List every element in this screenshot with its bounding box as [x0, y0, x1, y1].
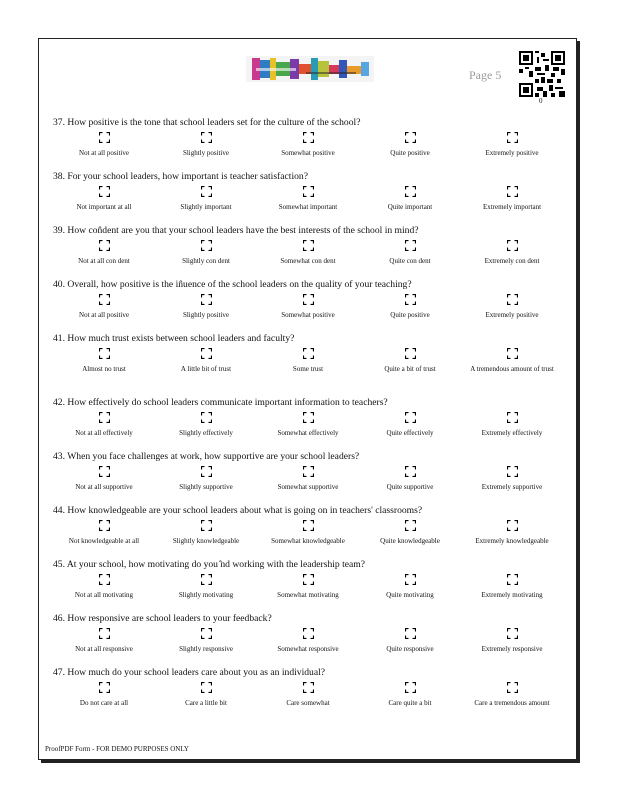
checkbox-icon[interactable] [201, 184, 212, 197]
option-label: Not at all con dent [78, 257, 130, 265]
option-label: Quite responsive [386, 645, 434, 653]
answer-option[interactable] [257, 346, 359, 396]
question-text: 40. Overall, how positive is the in̂uence of the school leaders on the quality of your teaching? [53, 279, 412, 290]
answer-option[interactable] [155, 680, 257, 720]
checkbox-icon[interactable] [507, 346, 518, 359]
checkbox-icon[interactable] [99, 572, 110, 585]
checkbox-icon[interactable] [201, 680, 212, 693]
checkbox-icon[interactable] [507, 238, 518, 251]
answer-option[interactable] [53, 292, 155, 332]
answer-options [53, 130, 563, 170]
answer-option[interactable] [257, 292, 359, 332]
checkbox-icon[interactable] [99, 184, 110, 197]
option-label: A tremendous amount of trust [470, 365, 554, 373]
checkbox-icon[interactable] [507, 518, 518, 531]
checkbox-icon[interactable] [405, 626, 416, 639]
checkbox-icon[interactable] [303, 292, 314, 305]
option-label: Slightly effectively [179, 429, 233, 437]
answer-option[interactable] [257, 680, 359, 720]
answer-option[interactable] [155, 130, 257, 170]
answer-option[interactable] [155, 626, 257, 666]
option-label: Not knowledgeable at all [68, 537, 140, 545]
checkbox-icon[interactable] [303, 518, 314, 531]
checkbox-icon[interactable] [405, 680, 416, 693]
option-label: Somewhat supportive [277, 483, 339, 491]
answer-option[interactable] [461, 464, 563, 504]
option-label: Care somewhat [286, 699, 330, 707]
checkbox-icon[interactable] [99, 346, 110, 359]
answer-option[interactable] [257, 184, 359, 224]
answer-options [53, 464, 563, 504]
answer-option[interactable] [155, 292, 257, 332]
checkbox-icon[interactable] [507, 184, 518, 197]
answer-option[interactable] [359, 184, 461, 224]
answer-option[interactable] [461, 680, 563, 720]
answer-option[interactable] [461, 410, 563, 450]
option-label: Some trust [292, 365, 324, 373]
option-label: Somewhat effectively [277, 429, 339, 437]
answer-option[interactable] [257, 238, 359, 278]
option-label: Extremely motivating [481, 591, 543, 599]
checkbox-icon[interactable] [405, 238, 416, 251]
answer-option[interactable] [461, 238, 563, 278]
option-label: A little bit of trust [180, 365, 232, 373]
answer-option[interactable] [359, 572, 461, 612]
option-label: Quite con dent [389, 257, 431, 265]
option-label: Quite supportive [386, 483, 434, 491]
option-label: Care quite a bit [388, 699, 432, 707]
option-label: Quite motivating [386, 591, 434, 599]
answer-options [53, 238, 563, 278]
checkbox-icon[interactable] [405, 292, 416, 305]
option-label: Somewhat important [278, 203, 338, 211]
answer-option[interactable] [359, 130, 461, 170]
option-label: Slightly con dent [182, 257, 230, 265]
option-label: Quite knowledgeable [380, 537, 440, 545]
checkbox-icon[interactable] [201, 626, 212, 639]
option-label: Extremely important [482, 203, 542, 211]
answer-option[interactable] [53, 184, 155, 224]
option-label: Quite important [387, 203, 433, 211]
option-label: Extremely knowledgeable [475, 537, 549, 545]
question-text: 47. How much do your school leaders care about you as an individual? [53, 667, 326, 678]
form-page [38, 38, 577, 760]
checkbox-icon[interactable] [99, 518, 110, 531]
answer-option[interactable] [359, 238, 461, 278]
answer-option[interactable] [359, 680, 461, 720]
answer-option[interactable] [461, 572, 563, 612]
answer-option[interactable] [461, 292, 563, 332]
option-label: Somewhat con dent [280, 257, 336, 265]
checkbox-icon[interactable] [303, 572, 314, 585]
question-block [53, 450, 563, 504]
answer-options [53, 346, 563, 396]
question-block [53, 332, 563, 396]
checkbox-icon[interactable] [99, 238, 110, 251]
option-label: Extremely responsive [481, 645, 543, 653]
option-label: Not at all effectively [75, 429, 133, 437]
page-number-label: Page 5 [469, 68, 502, 82]
option-label: Almost no trust [82, 365, 126, 373]
checkbox-icon[interactable] [303, 184, 314, 197]
checkbox-icon[interactable] [99, 464, 110, 477]
checkbox-icon[interactable] [303, 238, 314, 251]
demo-footer-text: ProofPDF Form - FOR DEMO PURPOSES ONLY [45, 745, 189, 753]
option-label: Somewhat motivating [277, 591, 339, 599]
option-label: Somewhat knowledgeable [271, 537, 345, 545]
option-label: Slightly motivating [178, 591, 234, 599]
answer-option[interactable] [155, 238, 257, 278]
option-label: Extremely supportive [481, 483, 543, 491]
option-label: Slightly knowledgeable [172, 537, 240, 545]
question-text: 41. How much trust exists between school leaders and faculty? [53, 333, 295, 344]
checkbox-icon[interactable] [99, 410, 110, 423]
checkbox-icon[interactable] [201, 464, 212, 477]
answer-option[interactable] [155, 518, 257, 558]
checkbox-icon[interactable] [303, 626, 314, 639]
question-text: 42. How effectively do school leaders communicate important information to teachers? [53, 397, 388, 408]
answer-option[interactable] [53, 518, 155, 558]
option-label: Extremely effectively [481, 429, 543, 437]
checkbox-icon[interactable] [405, 346, 416, 359]
answer-options [53, 410, 563, 450]
option-label: Quite effectively [386, 429, 434, 437]
question-text: 43. When you face challenges at work, how supportive are your school leaders? [53, 451, 360, 462]
checkbox-icon[interactable] [201, 130, 212, 143]
question-block [53, 396, 563, 450]
question-block [53, 612, 563, 666]
checkbox-icon[interactable] [507, 464, 518, 477]
option-label: Not at all responsive [75, 645, 133, 653]
option-label: Slightly positive [182, 149, 230, 157]
checkbox-icon[interactable] [201, 292, 212, 305]
distorted-logo-image [246, 56, 374, 82]
qr-code-icon [519, 51, 565, 97]
answer-option[interactable] [257, 626, 359, 666]
question-text: 46. How responsive are school leaders to your feedback? [53, 613, 272, 624]
checkbox-icon[interactable] [303, 410, 314, 423]
checkbox-icon[interactable] [201, 238, 212, 251]
option-label: Care a tremendous amount [474, 699, 550, 707]
question-text: 44. How knowledgeable are your school leaders about what is going on in teachers' classrooms? [53, 505, 423, 516]
option-label: Somewhat positive [281, 311, 335, 319]
answer-option[interactable] [257, 130, 359, 170]
option-label: Quite positive [390, 311, 430, 319]
answer-options [53, 292, 563, 332]
answer-option[interactable] [53, 626, 155, 666]
checkbox-icon[interactable] [201, 410, 212, 423]
question-list [53, 116, 563, 720]
answer-option[interactable] [257, 464, 359, 504]
checkbox-icon[interactable] [303, 464, 314, 477]
answer-options [53, 184, 563, 224]
answer-option[interactable] [257, 518, 359, 558]
option-label: Slightly supportive [179, 483, 233, 491]
checkbox-icon[interactable] [405, 518, 416, 531]
question-block [53, 116, 563, 170]
answer-option[interactable] [461, 346, 563, 396]
answer-option[interactable] [155, 572, 257, 612]
answer-option[interactable] [53, 410, 155, 450]
answer-option[interactable] [53, 680, 155, 720]
answer-option[interactable] [53, 572, 155, 612]
answer-option[interactable] [257, 572, 359, 612]
option-label: Extremely positive [485, 149, 539, 157]
answer-option[interactable] [359, 346, 461, 396]
answer-option[interactable] [257, 410, 359, 450]
question-text: 39. How con̂dent are you that your school leaders have the best interests of the school in mind? [53, 225, 419, 236]
option-label: Not important at all [76, 203, 132, 211]
question-block [53, 224, 563, 278]
answer-option[interactable] [359, 518, 461, 558]
answer-options [53, 572, 563, 612]
answer-option[interactable] [155, 464, 257, 504]
answer-option[interactable] [155, 184, 257, 224]
checkbox-icon[interactable] [99, 680, 110, 693]
checkbox-icon[interactable] [201, 572, 212, 585]
question-text: 37. How positive is the tone that school leaders set for the culture of the school? [53, 117, 361, 128]
answer-option[interactable] [53, 238, 155, 278]
option-label: Extremely con dent [484, 257, 540, 265]
answer-option[interactable] [461, 626, 563, 666]
option-label: Not at all supportive [75, 483, 133, 491]
answer-options [53, 626, 563, 666]
checkbox-icon[interactable] [507, 680, 518, 693]
checkbox-icon[interactable] [507, 292, 518, 305]
checkbox-icon[interactable] [405, 410, 416, 423]
option-label: Quite a bit of trust [384, 365, 436, 373]
answer-option[interactable] [53, 130, 155, 170]
checkbox-icon[interactable] [507, 410, 518, 423]
answer-option[interactable] [461, 130, 563, 170]
checkbox-icon[interactable] [201, 518, 212, 531]
question-block [53, 666, 563, 720]
checkbox-icon[interactable] [303, 346, 314, 359]
question-text: 45. At your school, how motivating do you ̂nd working with the leadership team? [53, 559, 366, 570]
option-label: Extremely positive [485, 311, 539, 319]
option-label: Quite positive [390, 149, 430, 157]
checkbox-icon[interactable] [99, 626, 110, 639]
checkbox-icon[interactable] [201, 346, 212, 359]
answer-option[interactable] [461, 518, 563, 558]
checkbox-icon[interactable] [303, 130, 314, 143]
option-label: Not at all positive [79, 311, 129, 319]
answer-option[interactable] [359, 292, 461, 332]
answer-option[interactable] [53, 464, 155, 504]
option-label: Care a little bit [185, 699, 227, 707]
checkbox-icon[interactable] [405, 184, 416, 197]
checkbox-icon[interactable] [99, 292, 110, 305]
checkbox-icon[interactable] [405, 130, 416, 143]
answer-option[interactable] [359, 464, 461, 504]
answer-option[interactable] [155, 346, 257, 396]
checkbox-icon[interactable] [405, 464, 416, 477]
answer-option[interactable] [155, 410, 257, 450]
checkbox-icon[interactable] [507, 130, 518, 143]
option-label: Somewhat responsive [277, 645, 339, 653]
checkbox-icon[interactable] [99, 130, 110, 143]
option-label: Somewhat positive [281, 149, 335, 157]
option-label: Slightly important [180, 203, 232, 211]
option-label: Slightly positive [182, 311, 230, 319]
checkbox-icon[interactable] [405, 572, 416, 585]
qr-caption: 0 [539, 97, 543, 105]
checkbox-icon[interactable] [507, 572, 518, 585]
checkbox-icon[interactable] [507, 626, 518, 639]
answer-options [53, 518, 563, 558]
checkbox-icon[interactable] [303, 680, 314, 693]
answer-options [53, 680, 563, 720]
answer-option[interactable] [359, 626, 461, 666]
question-block [53, 170, 563, 224]
question-block [53, 558, 563, 612]
option-label: Not at all positive [79, 149, 129, 157]
answer-option[interactable] [53, 346, 155, 396]
option-label: Do not care at all [79, 699, 129, 707]
option-label: Not at all motivating [74, 591, 134, 599]
option-label: Slightly responsive [179, 645, 233, 653]
question-block [53, 278, 563, 332]
answer-option[interactable] [461, 184, 563, 224]
question-text: 38. For your school leaders, how important is teacher satisfaction? [53, 171, 308, 182]
answer-option[interactable] [359, 410, 461, 450]
question-block [53, 504, 563, 558]
